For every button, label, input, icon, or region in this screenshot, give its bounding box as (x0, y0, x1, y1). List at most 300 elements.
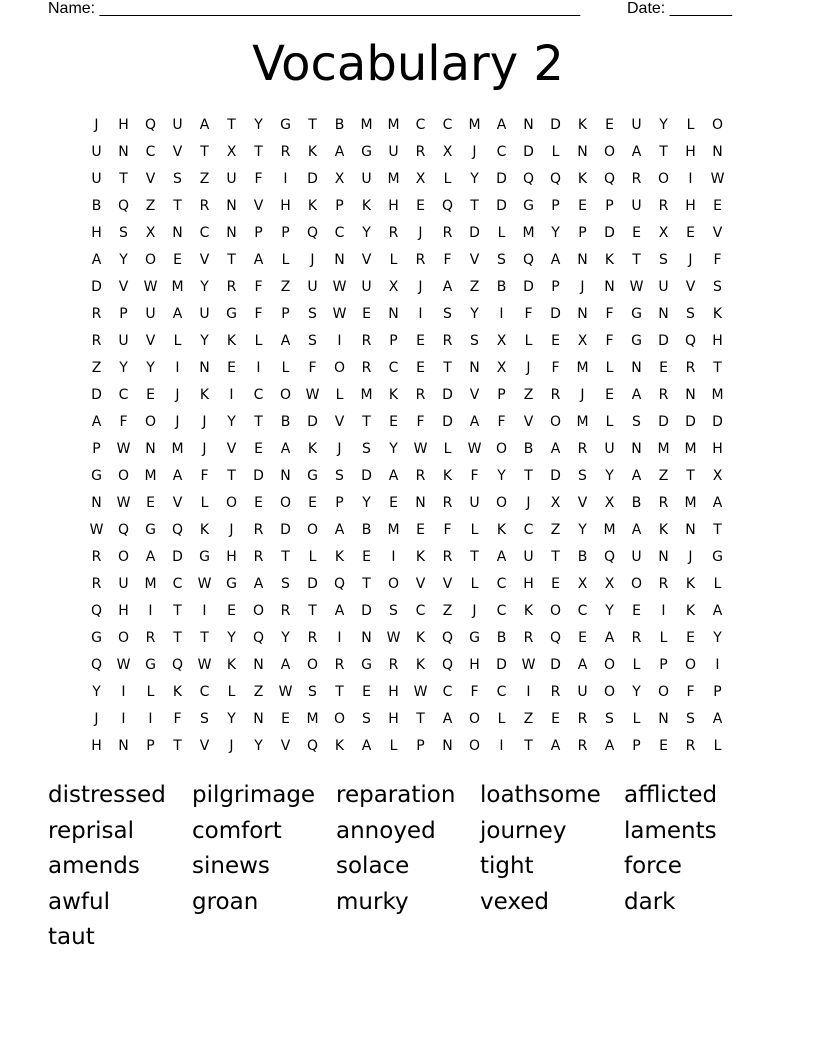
grid-letter: T (632, 252, 641, 268)
grid-letter: L (605, 414, 614, 430)
grid-letter: N (361, 630, 372, 646)
grid-letter: U (226, 171, 237, 187)
grid-letter: J (229, 522, 234, 538)
word-search-grid (83, 112, 733, 760)
grid-letter: Y (713, 630, 722, 646)
grid-letter: A (631, 468, 642, 484)
grid-letter: R (577, 711, 588, 727)
grid-letter: A (577, 657, 588, 673)
grid-letter: B (523, 441, 534, 457)
grid-letter: U (658, 279, 669, 295)
grid-letter: H (91, 225, 102, 241)
grid-letter: J (418, 279, 423, 295)
grid-letter: V (280, 738, 291, 754)
grid-letter: C (199, 684, 210, 700)
word-bank-item: reprisal (48, 817, 135, 844)
grid-letter: N (631, 360, 642, 376)
grid-letter: G (307, 468, 318, 484)
grid-letter: W (143, 279, 158, 295)
grid-letter: I (121, 711, 126, 727)
grid-letter: Q (90, 657, 103, 673)
grid-letter: L (605, 360, 614, 376)
grid-letter: N (118, 144, 129, 160)
grid-letter: Y (119, 360, 128, 376)
grid-letter: S (578, 468, 587, 484)
grid-letter: N (226, 198, 237, 214)
grid-letter: E (362, 306, 371, 322)
grid-letter: O (117, 630, 130, 646)
grid-letter: H (685, 198, 696, 214)
grid-letter: V (199, 738, 210, 754)
grid-letter: V (172, 495, 183, 511)
grid-letter: A (280, 441, 291, 457)
grid-letter: Q (522, 171, 535, 187)
grid-letter: X (550, 495, 561, 511)
word-bank-item: distressed (48, 782, 166, 808)
grid-letter: Q (117, 198, 130, 214)
grid-letter: R (577, 441, 588, 457)
grid-letter: I (688, 171, 693, 187)
grid-letter: M (603, 522, 616, 538)
grid-letter: S (470, 333, 479, 349)
grid-letter: J (94, 117, 99, 133)
grid-letter: Z (550, 522, 561, 538)
grid-letter: K (334, 738, 345, 754)
grid-letter: C (145, 144, 156, 160)
grid-letter: F (713, 252, 722, 268)
grid-letter: O (117, 549, 130, 565)
grid-letter: F (254, 171, 263, 187)
grid-letter: Y (254, 738, 263, 754)
grid-letter: E (146, 495, 155, 511)
grid-letter: M (576, 360, 589, 376)
grid-letter: Q (684, 333, 697, 349)
grid-letter: T (227, 252, 236, 268)
grid-letter: C (496, 684, 507, 700)
grid-letter: A (496, 117, 507, 133)
grid-letter: N (145, 441, 156, 457)
grid-letter: T (254, 414, 263, 430)
grid-letter: P (119, 306, 128, 322)
grid-letter: O (387, 576, 400, 592)
grid-letter: I (148, 603, 153, 619)
grid-letter: Y (578, 522, 587, 538)
grid-row (83, 544, 733, 571)
grid-letter: R (550, 684, 561, 700)
grid-letter: X (145, 225, 156, 241)
grid-letter: U (172, 117, 183, 133)
grid-letter: A (496, 549, 507, 565)
grid-row (83, 355, 733, 382)
grid-letter: Y (146, 360, 155, 376)
grid-letter: O (657, 171, 670, 187)
grid-letter: V (145, 333, 156, 349)
grid-letter: G (712, 549, 723, 565)
grid-letter: Y (227, 711, 236, 727)
grid-letter: Z (469, 279, 480, 295)
grid-letter: D (442, 387, 453, 403)
grid-letter: G (361, 144, 372, 160)
grid-letter: J (526, 360, 531, 376)
grid-letter: Q (441, 657, 454, 673)
grid-letter: A (442, 711, 453, 727)
grid-letter: H (388, 684, 399, 700)
grid-letter: H (91, 738, 102, 754)
grid-letter: K (496, 522, 507, 538)
grid-letter: G (91, 468, 102, 484)
grid-letter: T (416, 711, 425, 727)
grid-letter: R (361, 333, 372, 349)
grid-letter: A (442, 279, 453, 295)
grid-letter: L (389, 252, 398, 268)
grid-letter: E (416, 360, 425, 376)
grid-letter: T (119, 171, 128, 187)
grid-letter: R (550, 387, 561, 403)
grid-row (83, 679, 733, 706)
grid-letter: A (172, 468, 183, 484)
grid-letter: Y (227, 630, 236, 646)
grid-letter: D (253, 468, 264, 484)
grid-row (83, 733, 733, 760)
grid-letter: Q (522, 252, 535, 268)
grid-letter: E (659, 738, 668, 754)
grid-letter: B (361, 522, 372, 538)
grid-letter: U (631, 549, 642, 565)
grid-letter: I (148, 711, 153, 727)
grid-letter: A (253, 576, 264, 592)
word-bank-item: force (624, 853, 682, 880)
grid-letter: K (577, 171, 588, 187)
grid-letter: A (550, 738, 561, 754)
grid-letter: J (472, 603, 477, 619)
grid-letter: S (173, 171, 182, 187)
grid-row (83, 571, 733, 598)
grid-letter: A (280, 333, 291, 349)
grid-letter: R (631, 630, 642, 646)
grid-letter: P (605, 198, 614, 214)
grid-letter: N (658, 306, 669, 322)
grid-letter: O (603, 684, 616, 700)
grid-row (83, 220, 733, 247)
grid-letter: S (281, 576, 290, 592)
grid-letter: L (227, 684, 236, 700)
grid-letter: R (577, 738, 588, 754)
grid-letter: R (685, 738, 696, 754)
grid-letter: X (658, 225, 669, 241)
grid-letter: M (144, 576, 157, 592)
grid-letter: W (521, 657, 536, 673)
grid-letter: F (497, 414, 506, 430)
grid-row (83, 409, 733, 436)
grid-letter: P (551, 198, 560, 214)
grid-letter: A (91, 414, 102, 430)
grid-letter: L (443, 441, 452, 457)
grid-letter: M (387, 117, 400, 133)
grid-letter: E (416, 198, 425, 214)
grid-letter: R (253, 522, 264, 538)
grid-letter: N (280, 468, 291, 484)
grid-letter: V (172, 144, 183, 160)
grid-letter: E (551, 711, 560, 727)
grid-letter: J (202, 414, 207, 430)
grid-letter: V (415, 576, 426, 592)
grid-letter: U (631, 117, 642, 133)
grid-letter: A (604, 738, 615, 754)
grid-letter: P (281, 225, 290, 241)
grid-letter: O (252, 603, 265, 619)
grid-letter: E (362, 684, 371, 700)
date-field-line: Date: _______ (627, 0, 732, 17)
grid-letter: D (91, 279, 102, 295)
grid-letter: F (119, 414, 128, 430)
grid-row (83, 652, 733, 679)
grid-letter: O (603, 144, 616, 160)
grid-letter: N (415, 495, 426, 511)
grid-letter: O (306, 657, 319, 673)
grid-letter: L (335, 387, 344, 403)
grid-letter: T (524, 738, 533, 754)
grid-letter: O (144, 414, 157, 430)
grid-letter: C (172, 576, 183, 592)
grid-letter: K (415, 630, 426, 646)
word-bank-item: groan (192, 888, 259, 915)
grid-letter: O (657, 684, 670, 700)
grid-letter: N (388, 306, 399, 322)
grid-letter: E (713, 198, 722, 214)
grid-letter: C (496, 576, 507, 592)
word-bank-item: amends (48, 853, 140, 880)
grid-letter: T (686, 468, 695, 484)
grid-letter: J (688, 549, 693, 565)
grid-letter: E (146, 387, 155, 403)
grid-letter: R (442, 495, 453, 511)
grid-letter: D (550, 306, 561, 322)
grid-letter: J (526, 495, 531, 511)
grid-row (83, 625, 733, 652)
grid-letter: D (442, 414, 453, 430)
grid-letter: C (496, 603, 507, 619)
grid-letter: C (415, 117, 426, 133)
grid-letter: K (361, 198, 372, 214)
grid-letter: K (442, 468, 453, 484)
grid-letter: T (200, 630, 209, 646)
word-bank-item: journey (480, 817, 567, 844)
grid-letter: E (416, 522, 425, 538)
grid-letter: L (443, 171, 452, 187)
grid-letter: P (713, 684, 722, 700)
grid-letter: A (712, 711, 723, 727)
grid-letter: R (388, 657, 399, 673)
grid-letter: N (577, 252, 588, 268)
grid-letter: T (308, 117, 317, 133)
grid-letter: I (283, 171, 288, 187)
grid-letter: D (361, 603, 372, 619)
grid-letter: E (416, 333, 425, 349)
grid-letter: F (254, 306, 263, 322)
grid-letter: L (551, 144, 560, 160)
grid-letter: Z (658, 468, 669, 484)
grid-letter: N (685, 522, 696, 538)
grid-letter: X (577, 333, 588, 349)
grid-letter: Z (91, 360, 102, 376)
grid-letter: T (173, 738, 182, 754)
grid-letter: W (278, 684, 293, 700)
grid-letter: R (442, 333, 453, 349)
grid-letter: O (468, 711, 481, 727)
grid-letter: K (577, 117, 588, 133)
grid-letter: S (308, 306, 317, 322)
grid-row (83, 301, 733, 328)
grid-letter: K (415, 657, 426, 673)
grid-letter: T (713, 360, 722, 376)
grid-letter: W (413, 684, 428, 700)
grid-letter: V (253, 198, 264, 214)
grid-letter: E (659, 360, 668, 376)
grid-letter: D (307, 576, 318, 592)
grid-letter: E (578, 198, 587, 214)
grid-letter: A (712, 495, 723, 511)
grid-letter: I (499, 306, 504, 322)
grid-letter: D (550, 657, 561, 673)
grid-letter: D (496, 198, 507, 214)
grid-row (83, 382, 733, 409)
grid-letter: H (523, 576, 534, 592)
grid-letter: E (308, 495, 317, 511)
grid-letter: B (91, 198, 102, 214)
grid-row (83, 139, 733, 166)
grid-letter: N (712, 144, 723, 160)
grid-letter: G (631, 306, 642, 322)
grid-letter: C (253, 387, 264, 403)
grid-letter: V (712, 225, 723, 241)
grid-letter: Q (603, 549, 616, 565)
grid-letter: S (632, 414, 641, 430)
grid-letter: H (712, 441, 723, 457)
grid-letter: R (631, 171, 642, 187)
grid-letter: H (712, 333, 723, 349)
grid-letter: N (253, 657, 264, 673)
grid-letter: E (362, 549, 371, 565)
grid-letter: S (362, 711, 371, 727)
grid-letter: O (225, 495, 238, 511)
grid-letter: Y (470, 171, 479, 187)
grid-letter: X (577, 576, 588, 592)
grid-letter: C (577, 603, 588, 619)
grid-letter: U (631, 198, 642, 214)
grid-letter: E (632, 225, 641, 241)
grid-letter: J (688, 252, 693, 268)
grid-letter: Q (252, 630, 265, 646)
grid-letter: K (415, 549, 426, 565)
grid-letter: F (470, 468, 479, 484)
grid-letter: N (577, 306, 588, 322)
grid-letter: K (523, 603, 534, 619)
grid-letter: N (91, 495, 102, 511)
grid-letter: I (337, 630, 342, 646)
grid-letter: H (388, 198, 399, 214)
grid-letter: S (119, 225, 128, 241)
grid-letter: A (361, 738, 372, 754)
grid-letter: G (145, 657, 156, 673)
grid-letter: V (145, 171, 156, 187)
grid-letter: O (468, 738, 481, 754)
grid-letter: U (118, 576, 129, 592)
grid-letter: V (577, 495, 588, 511)
grid-letter: J (310, 252, 315, 268)
grid-letter: D (361, 468, 372, 484)
grid-letter: D (307, 414, 318, 430)
grid-letter: H (388, 711, 399, 727)
grid-letter: A (388, 468, 399, 484)
grid-letter: O (684, 657, 697, 673)
grid-letter: V (469, 252, 480, 268)
grid-letter: T (470, 198, 479, 214)
grid-letter: Q (171, 522, 184, 538)
grid-letter: M (576, 414, 589, 430)
grid-letter: T (443, 360, 452, 376)
grid-letter: H (280, 198, 291, 214)
grid-letter: I (391, 549, 396, 565)
grid-letter: T (335, 684, 344, 700)
grid-letter: T (362, 576, 371, 592)
grid-letter: E (551, 576, 560, 592)
grid-letter: D (172, 549, 183, 565)
grid-letter: Q (90, 603, 103, 619)
grid-letter: F (173, 711, 182, 727)
grid-letter: E (632, 603, 641, 619)
grid-letter: M (684, 441, 697, 457)
grid-letter: R (253, 549, 264, 565)
grid-letter: M (387, 522, 400, 538)
grid-letter: R (145, 630, 156, 646)
grid-letter: D (604, 225, 615, 241)
grid-letter: D (658, 414, 669, 430)
grid-letter: F (254, 279, 263, 295)
grid-letter: F (416, 414, 425, 430)
word-bank-item: loathsome (480, 782, 601, 808)
grid-letter: R (685, 360, 696, 376)
grid-letter: R (658, 387, 669, 403)
grid-letter: P (146, 738, 155, 754)
grid-letter: I (229, 387, 234, 403)
grid-letter: L (497, 711, 506, 727)
grid-letter: S (659, 252, 668, 268)
grid-letter: A (550, 252, 561, 268)
grid-letter: Z (523, 711, 534, 727)
grid-letter: V (469, 387, 480, 403)
grid-letter: Z (280, 279, 291, 295)
grid-letter: G (91, 630, 102, 646)
grid-letter: X (604, 576, 615, 592)
grid-letter: M (657, 441, 670, 457)
grid-letter: X (604, 495, 615, 511)
grid-letter: M (360, 387, 373, 403)
grid-letter: O (549, 414, 562, 430)
grid-letter: J (418, 225, 423, 241)
grid-letter: E (254, 441, 263, 457)
grid-letter: E (389, 495, 398, 511)
grid-letter: T (659, 144, 668, 160)
word-bank-item: afflicted (624, 782, 718, 808)
grid-row (83, 193, 733, 220)
grid-letter: R (199, 198, 210, 214)
grid-letter: O (117, 468, 130, 484)
grid-letter: J (472, 144, 477, 160)
grid-letter: Z (253, 684, 264, 700)
grid-letter: B (280, 414, 291, 430)
grid-letter: W (116, 495, 131, 511)
grid-letter: S (362, 441, 371, 457)
